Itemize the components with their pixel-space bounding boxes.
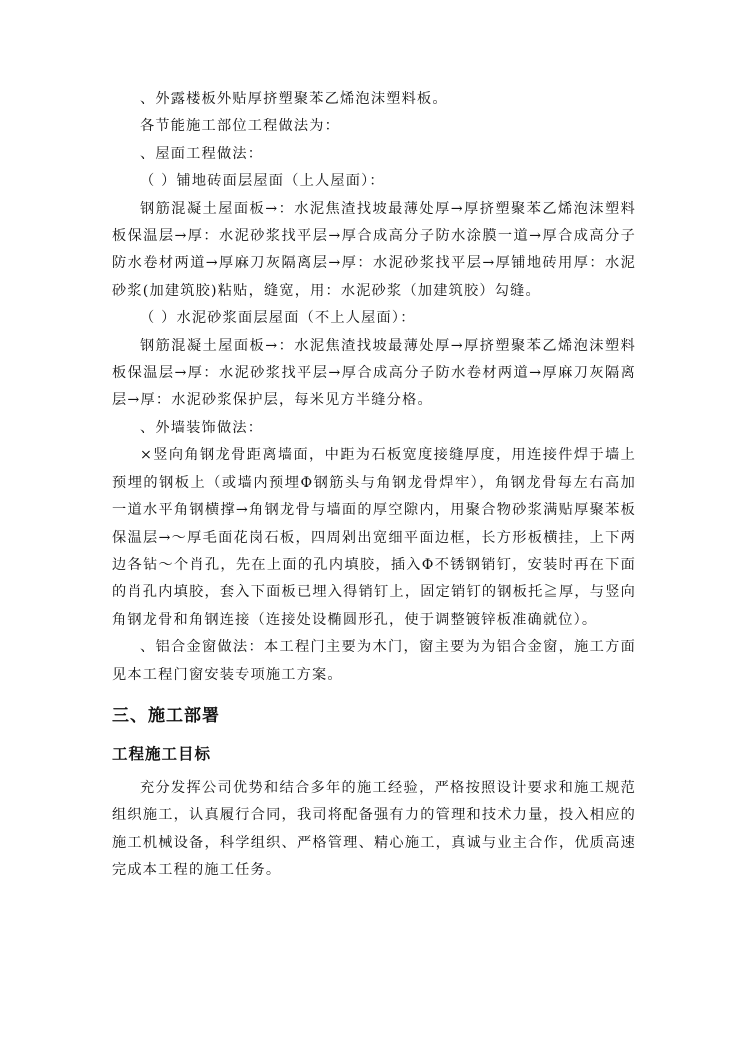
paragraph-roof-heading: 、屋面工程做法： <box>140 145 264 162</box>
paragraph-methods-intro: 各节能施工部位工程做法为： <box>140 118 341 135</box>
paragraph-roof-type-1: （ ）铺地砖面层屋面（上人屋面）： <box>140 173 385 190</box>
paragraph-wall-detail: ×竖向角钢龙骨距离墙面，中距为石板宽度接缝厚度，用连接件焊于墙上预埋的钢板上（或墙内预埋Φ钢筋头与角钢龙骨焊牢），角钢龙骨每左右高加一道水平角钢横撑→角钢龙骨与墙面的厚空隙内，用聚合物砂浆满贴厚聚苯板保温层→～厚毛面花岗石板，四周剁出宽细平面边框，长方形板横挂，上下两边各钻～个肖孔，先在上面的孔内填胶，插入Φ不锈钢销钉，安装时再在下面的肖孔内填胶，套入下面板已埋入得销钉上，固定销钉的钢板托≧厚，与竖向角钢龙骨和角钢连接（连接处设椭圆形孔，使于调整镀锌板准确就位）。 <box>112 447 636 628</box>
paragraph-roof-1-detail: 钢筋混凝土屋面板→：水泥焦渣找坡最薄处厚→厚挤塑聚苯乙烯泡沫塑料板保温层→厚：水泥砂浆找平层→厚合成高分子防水涂膜一道→厚合成高分子防水卷材两道→厚麻刀灰隔离层→厚：水泥砂浆找平层→厚铺地砖用厚：水泥砂浆(加建筑胶)粘贴，缝宽，用：水泥砂浆（加建筑胶）勾缝。 <box>112 200 636 299</box>
section-heading: 三、施工部署 <box>112 705 220 726</box>
document-body <box>112 86 636 885</box>
subsection-heading: 工程施工目标 <box>112 744 212 763</box>
paragraph-window: 、铝合金窗做法：本工程门主要为木门，窗主要为为铝合金窗，施工方面见本工程门窗安装专项施工方案。 <box>112 639 636 683</box>
paragraph-wall-heading: 、外墙装饰做法： <box>140 419 264 436</box>
paragraph-roof-type-2: （ ）水泥砂浆面层屋面（不上人屋面）： <box>140 310 416 327</box>
paragraph-insulation: 、外露楼板外贴厚挤塑聚苯乙烯泡沫塑料板。 <box>140 91 448 107</box>
paragraph-goal: 充分发挥公司优势和结合多年的施工经验，严格按照设计要求和施工规范组织施工，认真履行合同，我司将配备强有力的管理和技术力量，投入相应的施工机械设备，科学组织、严格管理、精心施工，真诚与业主合作，优质高速完成本工程的施工任务。 <box>112 779 636 879</box>
paragraph-roof-2-detail: 钢筋混凝土屋面板→：水泥焦渣找坡最薄处厚→厚挤塑聚苯乙烯泡沫塑料板保温层→厚：水泥砂浆找平层→厚合成高分子防水卷材两道→厚麻刀灰隔离层→厚：水泥砂浆保护层，每米见方半缝分格。 <box>112 337 636 409</box>
